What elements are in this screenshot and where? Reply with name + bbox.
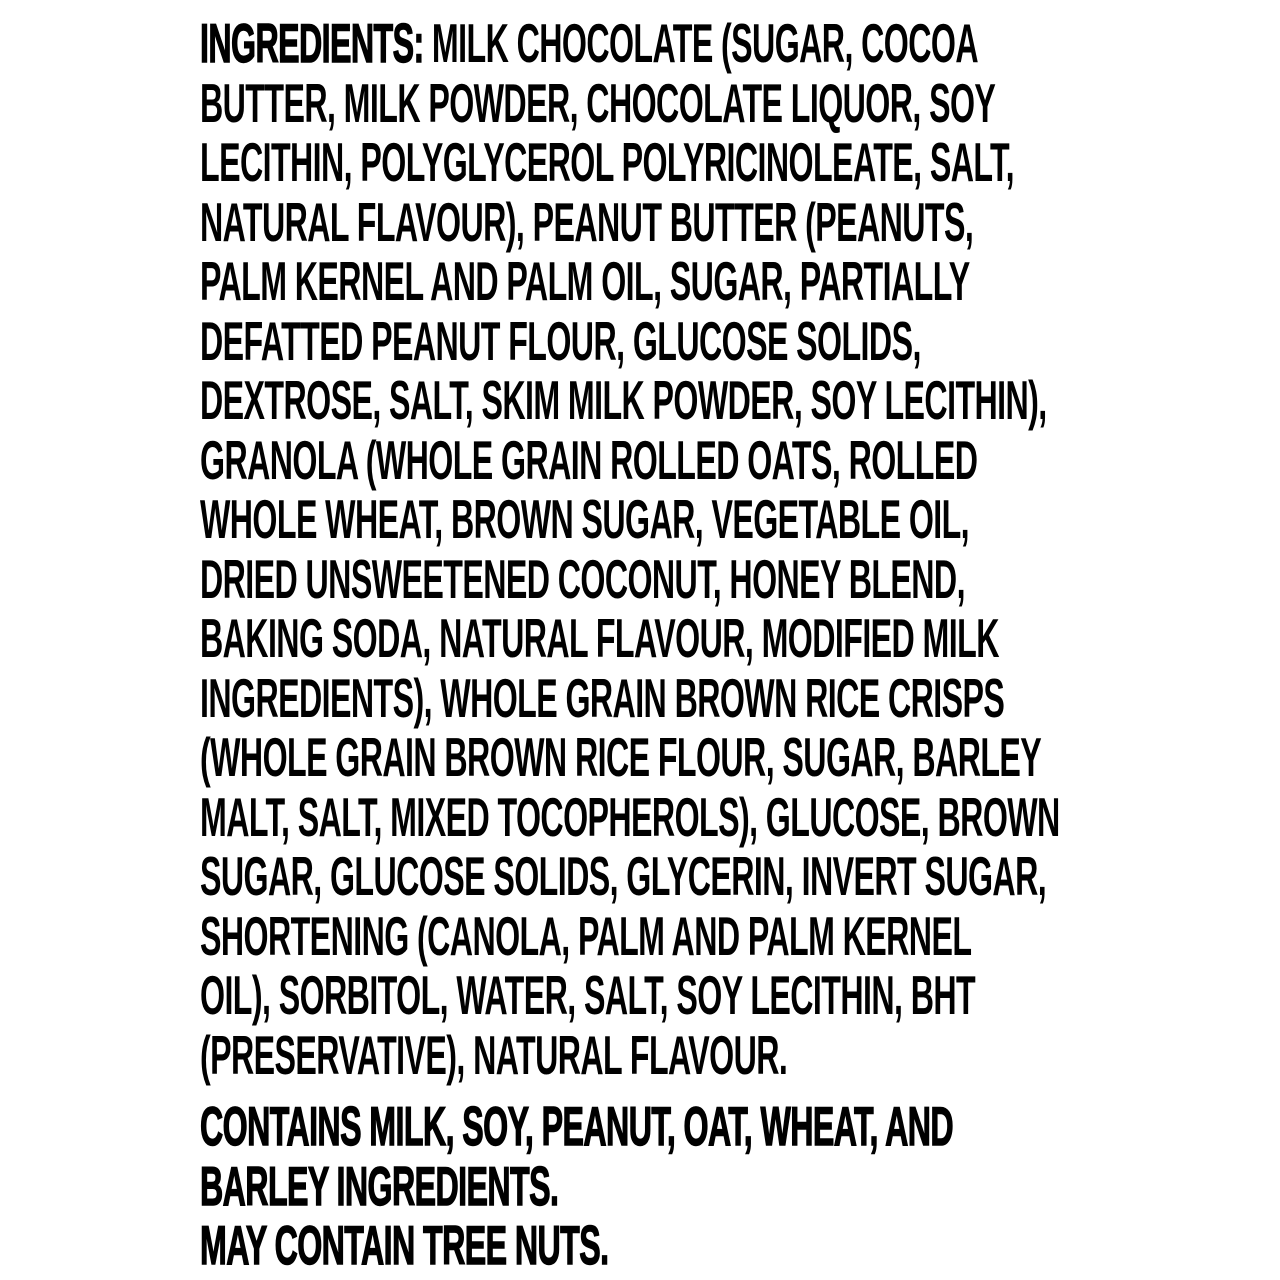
ingredients-line: MALT, SALT, MIXED TOCOPHEROLS), GLUCOSE, BROWN	[200, 785, 1060, 848]
ingredients-line: GRANOLA (WHOLE GRAIN ROLLED OATS, ROLLED	[200, 428, 978, 491]
ingredients-first-line	[200, 12, 978, 74]
ingredients-line: BUTTER, MILK POWDER, CHOCOLATE LIQUOR, SOY	[200, 71, 996, 134]
ingredients-lines	[200, 71, 1260, 1086]
ingredients-heading: INGREDIENTS:	[200, 12, 424, 74]
allergen-line: CONTAINS MILK, SOY, PEANUT, OAT, WHEAT, AND	[200, 1095, 954, 1157]
ingredients-line: LECITHIN, POLYGLYCEROL POLYRICINOLEATE, SALT,	[200, 131, 1014, 193]
ingredients-line: WHOLE WHEAT, BROWN SUGAR, VEGETABLE OIL,	[200, 488, 970, 550]
ingredients-first-line-text: MILK CHOCOLATE (SUGAR, COCOA	[423, 12, 978, 74]
ingredients-line: SHORTENING (CANOLA, PALM AND PALM KERNEL	[200, 904, 972, 967]
ingredients-line: (PRESERVATIVE), NATURAL FLAVOUR.	[200, 1023, 788, 1086]
ingredients-line: NATURAL FLAVOUR), PEANUT BUTTER (PEANUTS,	[200, 190, 974, 253]
ingredients-line: SUGAR, GLUCOSE SOLIDS, GLYCERIN, INVERT SUGAR,	[200, 845, 1047, 907]
ingredients-line: DEXTROSE, SALT, SKIM MILK POWDER, SOY LECITHIN),	[200, 369, 1047, 431]
ingredients-label	[200, 14, 1260, 1276]
ingredients-paragraph	[200, 14, 1260, 1085]
allergen-statements	[200, 1097, 1260, 1276]
ingredients-line: PALM KERNEL AND PALM OIL, SUGAR, PARTIALLY	[200, 250, 970, 312]
ingredients-line: BAKING SODA, NATURAL FLAVOUR, MODIFIED MILK	[200, 607, 999, 669]
ingredients-line: INGREDIENTS), WHOLE GRAIN BROWN RICE CRISPS	[200, 666, 1005, 729]
allergen-line: BARLEY INGREDIENTS.	[200, 1154, 559, 1217]
allergen-line: MAY CONTAIN TREE NUTS.	[200, 1214, 609, 1276]
ingredients-line: (WHOLE GRAIN BROWN RICE FLOUR, SUGAR, BARLEY	[200, 726, 1042, 788]
ingredients-line: DRIED UNSWEETENED COCONUT, HONEY BLEND,	[200, 547, 965, 610]
ingredients-line: DEFATTED PEANUT FLOUR, GLUCOSE SOLIDS,	[200, 309, 921, 372]
ingredients-line: OIL), SORBITOL, WATER, SALT, SOY LECITHIN, BHT	[200, 964, 976, 1026]
